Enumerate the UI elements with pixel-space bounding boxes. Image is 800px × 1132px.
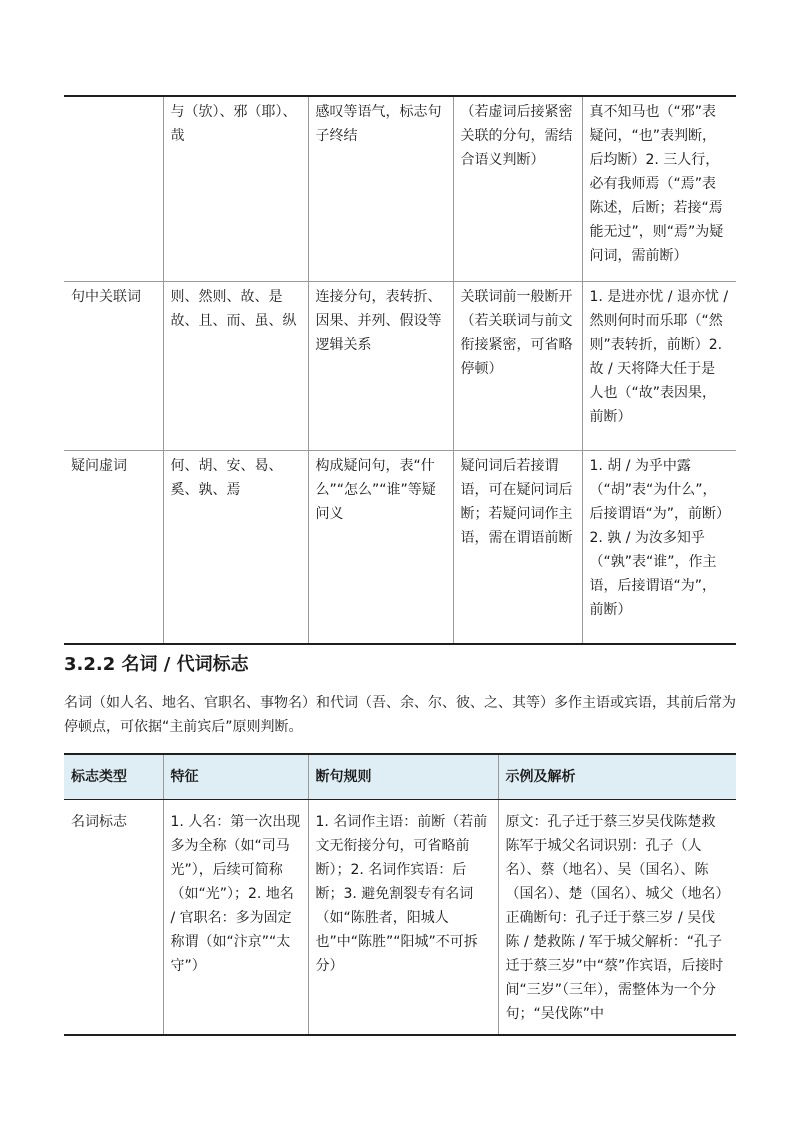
words-cell: 何、胡、安、曷、奚、孰、焉 (163, 451, 308, 645)
header-example: 示例及解析 (498, 754, 736, 800)
table-header-row (64, 754, 736, 800)
header-rule: 断句规则 (308, 754, 498, 800)
example-cell: 真不知马也（“邪”表疑问，“也”表判断，后均断）2. 三人行，必有我师焉（“焉”表陈述，后断；若接“焉能无过”，则“焉”为疑问词，需前断） (582, 96, 736, 282)
function-cell: 感叹等语气，标志句子终结 (308, 96, 453, 282)
table-row (64, 451, 736, 645)
type-cell: 名词标志 (71, 814, 127, 830)
function-cell: 构成疑问句，表“什么”“怎么”“谁”等疑问义 (308, 451, 453, 645)
rule-cell: 疑问词后若接谓语，可在疑问词后断；若疑问词作主语，需在谓语前断 (453, 451, 582, 645)
rule-cell: 1. 名词作主语：前断（若前文无衔接分句，可省略前断）；2. 名词作宾语：后断；3. 避免割裂专有名词（如“陈胜者，阳城人也”中“陈胜”“阳城”不可拆分） (308, 800, 498, 1036)
example-cell: 1. 胡 / 为乎中露（“胡”表“为什么”，后接谓语“为”，前断）2. 孰 / 为汝多知乎（“孰”表“谁”，作主语，后接谓语“为”，前断） (582, 451, 736, 645)
feature-cell: 1. 人名：第一次出现多为全称（如“司马光”），后续可简称（如“光”）；2. 地名 / 官职名：多为固定称谓（如“汴京”“太守”） (163, 800, 308, 1036)
type-cell: 疑问虚词 (71, 458, 127, 474)
rule-cell: 关联词前一般断开（若关联词与前文衔接紧密，可省略停顿） (453, 282, 582, 451)
example-cell: 1. 是进亦忧 / 退亦忧 / 然则何时而乐耶（“然则”表转折，前断）2. 故 / 天将降大任于是人也（“故”表因果，前断） (582, 282, 736, 451)
function-cell: 连接分句，表转折、因果、并列、假设等逻辑关系 (308, 282, 453, 451)
table-row (64, 282, 736, 451)
type-cell: 句中关联词 (64, 282, 163, 451)
words-cell: 则、然则、故、是故、且、而、虽、纵 (163, 282, 308, 451)
table-row (64, 800, 736, 1036)
document-page (64, 95, 736, 1022)
words-cell: 与（欤）、邪（耶）、哉 (163, 96, 308, 282)
table-row (64, 96, 736, 282)
section-paragraph: 名词（如人名、地名、官职名、事物名）和代词（吾、余、尔、彼、之、其等）多作主语或宾语，其前后常为停顿点，可依据“主前宾后”原则判断。 (64, 695, 736, 735)
noun-pronoun-table (64, 753, 736, 1036)
function-word-table (64, 95, 736, 645)
header-feature: 特征 (163, 754, 308, 800)
header-type: 标志类型 (64, 754, 163, 800)
rule-cell: （若虚词后接紧密关联的分句，需结合语义判断） (453, 96, 582, 282)
example-cell: 原文：孔子迁于蔡三岁吴伐陈楚救陈军于城父名词识别：孔子（人名）、蔡（地名）、吴（国名）、陈（国名）、楚（国名）、城父（地名）正确断句：孔子迁于蔡三岁 / 吴伐陈 / 楚救陈 / 军于城父解析：“孔子迁于蔡三岁”中“蔡”作宾语，后接时间“三岁”（三年），需整体为一个分句；“吴伐陈”中 (498, 800, 736, 1036)
section-heading: 3.2.2 名词 / 代词标志 (64, 654, 249, 675)
type-cell (64, 96, 163, 282)
